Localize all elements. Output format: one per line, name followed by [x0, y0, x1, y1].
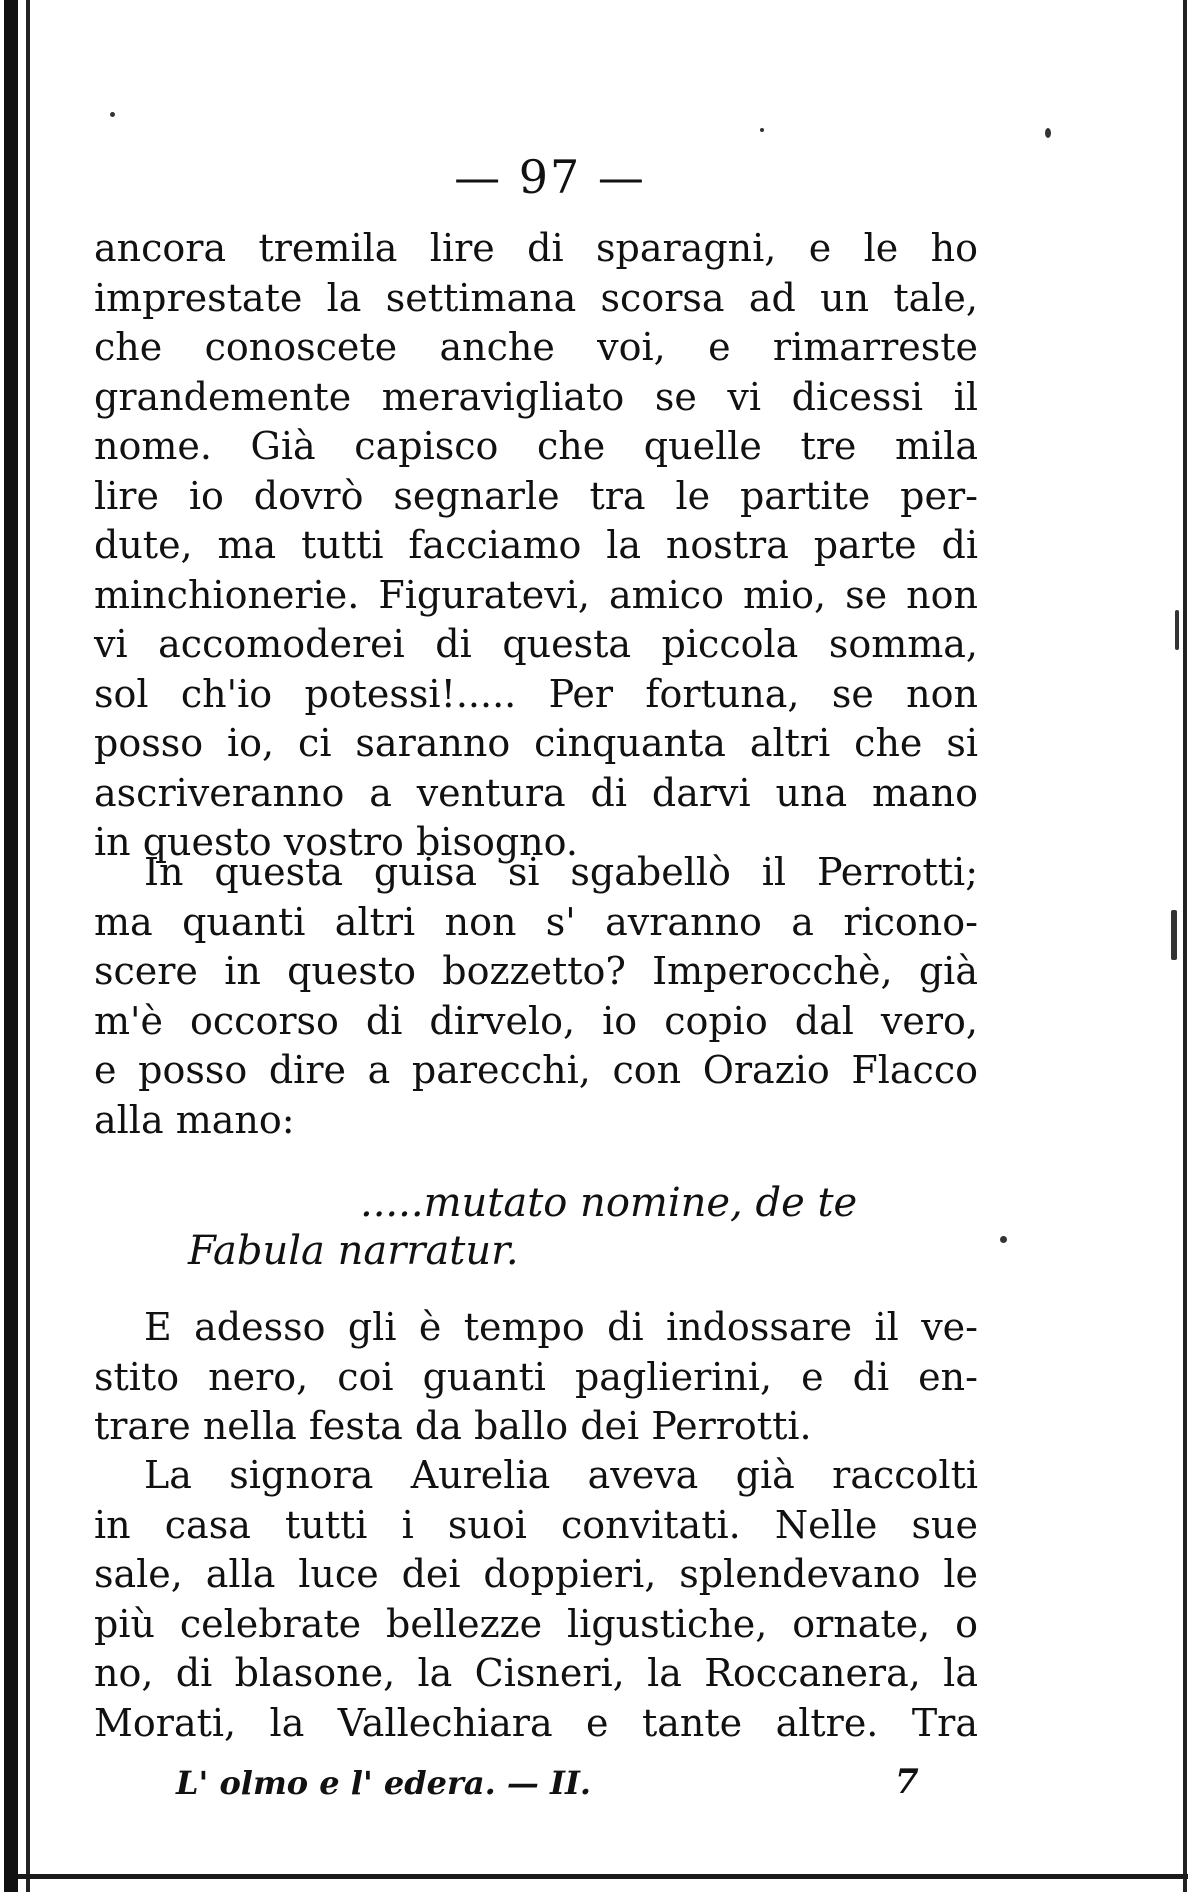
latin-quote-line-2: Fabula narratur. — [188, 1228, 519, 1274]
text-line: m'è occorso di dirvelo, io copio dal vero, — [94, 998, 978, 1043]
text-line: Morati, la Vallechiara e tante altre. Tra — [94, 1700, 978, 1745]
paragraph-1 — [94, 224, 978, 868]
scan-border-right — [1183, 0, 1187, 1892]
text-line: che conoscete anche voi, e rimarreste — [94, 325, 978, 369]
scan-speck — [1045, 128, 1051, 138]
page-number: — 97 — — [454, 150, 646, 204]
text-line: in casa tutti i suoi convitati. Nelle sue — [94, 1502, 978, 1547]
text-line: e posso dire a parecchi, con Orazio Flacco — [94, 1048, 978, 1092]
text-line: alla mano: — [94, 1097, 295, 1142]
text-line: nome. Già capisco che quelle tre mila — [94, 424, 978, 468]
footer-signature-mark: 7 — [895, 1762, 919, 1802]
scan-border-bottom — [18, 1874, 1188, 1879]
paragraph-2 — [94, 848, 978, 1145]
scan-speck — [110, 112, 115, 117]
scan-speck — [1171, 910, 1177, 960]
scan-speck — [760, 128, 764, 132]
footer-book-title: L' olmo e l' edera. — II. — [176, 1764, 592, 1802]
paragraph-4 — [94, 1451, 978, 1748]
latin-quote-line-1: .....mutato nomine, de te — [360, 1180, 858, 1226]
text-line: ascriveranno a ventura di darvi una mano — [94, 770, 978, 815]
text-line: ma quanti altri non s' avranno a ricono- — [94, 899, 978, 944]
text-line: in questo vostro bisogno. — [94, 820, 578, 864]
text-line: La signora Aurelia aveva già raccolti — [144, 1453, 978, 1497]
text-line: stito nero, coi guanti paglierini, e di en- — [94, 1354, 978, 1399]
text-line: grandemente meravigliato se vi dicessi il — [94, 374, 978, 419]
text-line: minchionerie. Figuratevi, amico mio, se non — [94, 572, 978, 617]
scan-speck — [1175, 610, 1179, 650]
text-line: ancora tremila lire di sparagni, e le ho — [94, 226, 978, 270]
text-line: trare nella festa da ballo dei Perrotti. — [94, 1404, 812, 1448]
scan-border-left-inner — [26, 0, 30, 1892]
scan-border-left — [4, 0, 18, 1892]
text-line: E adesso gli è tempo di indossare il ve- — [144, 1305, 978, 1349]
text-line: dute, ma tutti facciamo la nostra parte di — [94, 523, 978, 567]
text-line: scere in questo bozzetto? Imperocchè, già — [94, 949, 978, 993]
text-line: più celebrate bellezze ligustiche, ornate, o — [94, 1601, 978, 1646]
text-line: posso io, ci saranno cinquanta altri che si — [94, 721, 978, 765]
text-line: imprestate la settimana scorsa ad un tale, — [94, 275, 978, 320]
paragraph-3 — [94, 1303, 978, 1452]
text-line: vi accomoderei di questa piccola somma, — [94, 622, 978, 666]
text-line: sale, alla luce dei doppieri, splendevano le — [94, 1552, 978, 1596]
text-line: lire io dovrò segnarle tra le partite per- — [94, 473, 978, 518]
text-line: In questa guisa si sgabellò il Perrotti; — [144, 850, 978, 894]
text-line: no, di blasone, la Cisneri, la Roccanera, la — [94, 1651, 978, 1695]
text-line: sol ch'io potessi!..... Per fortuna, se non — [94, 671, 978, 716]
scan-speck — [1000, 1236, 1007, 1243]
